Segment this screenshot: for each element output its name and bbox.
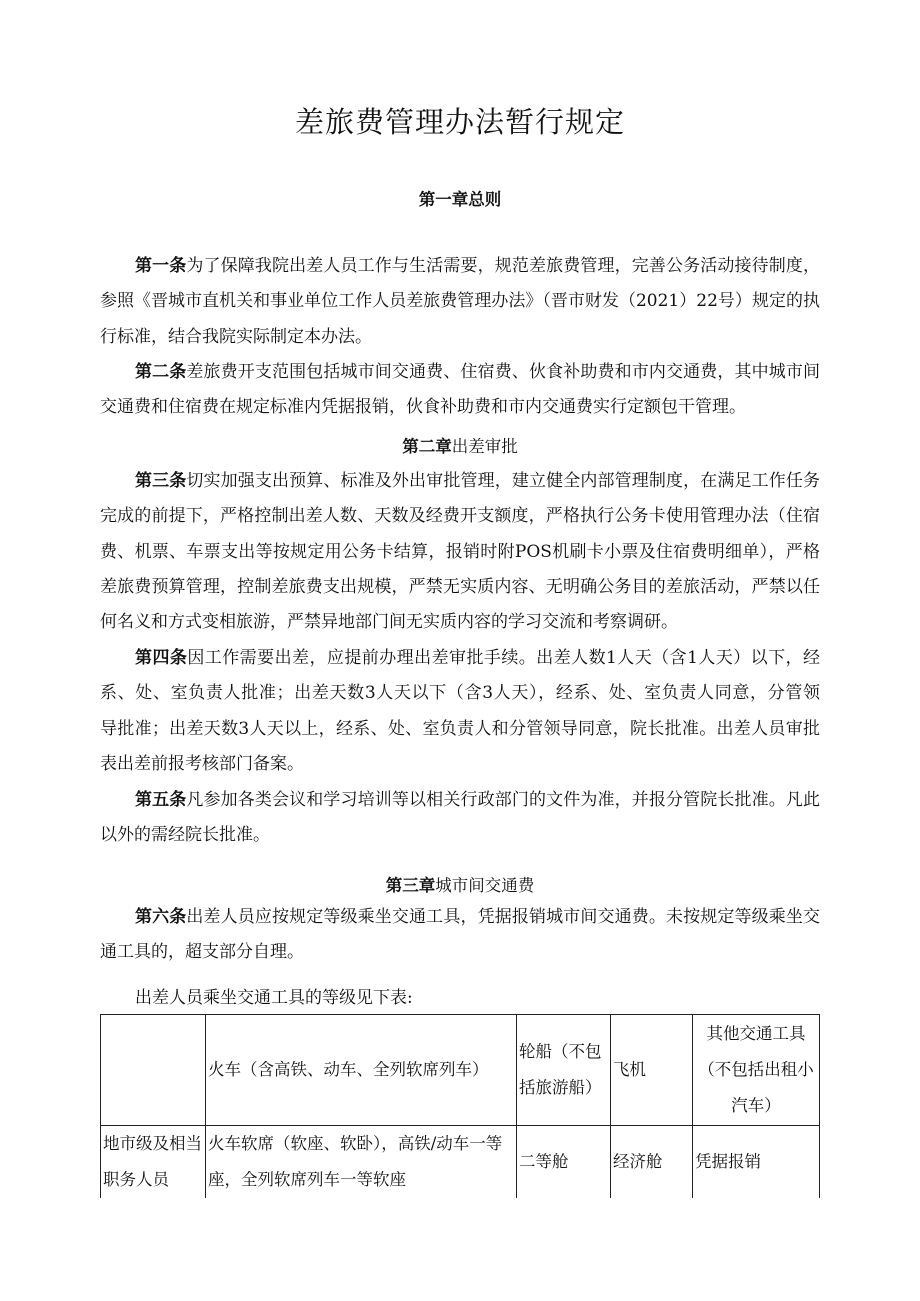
article-4 — [100, 641, 820, 782]
article-text: 切实加强支出预算、标准及外出审批管理，建立健全内部管理制度，在满足工作任务 — [186, 471, 821, 491]
article-2 — [100, 355, 820, 426]
article-line — [100, 818, 820, 853]
article-line — [100, 900, 820, 935]
article-text: 系、处、室负责人批准；出差天数3人天以下（含3人天），经系、处、室负责人同意，分管领 — [100, 683, 820, 704]
article-label: 第六条 — [135, 907, 187, 927]
header-cell: 其他交通工具（不包括出租小汽车） — [693, 1015, 820, 1126]
article-line — [100, 783, 820, 818]
article-line — [100, 712, 820, 747]
table-cell: 二等舱 — [517, 1126, 611, 1199]
chapter-name: 城市间交通费 — [435, 876, 535, 895]
table-cell: 火车软席（软座、软卧），高铁/动车一等座，全列软席列车一等软座 — [206, 1126, 517, 1199]
article-label: 第四条 — [135, 648, 188, 668]
chapter-name: 总则 — [468, 190, 502, 209]
article-line — [100, 570, 820, 605]
article-text: 表出差前报考核部门备案。 — [100, 753, 304, 774]
article-text: 行标准，结合我院实际制定本办法。 — [100, 326, 372, 347]
article-text: 费、机票、车票支出等按规定用公务卡结算，报销时附POS机刷卡小票及住宿费明细单），严格 — [100, 541, 820, 562]
table-intro: 出差人员乘坐交通工具的等级见下表: — [135, 988, 413, 1008]
article-line — [100, 747, 820, 782]
transport-class-table — [100, 1014, 820, 1198]
article-line — [100, 464, 820, 499]
chapter-label: 第三章 — [385, 876, 436, 895]
article-text: 出差人员应按规定等级乘坐交通工具，凭据报销城市间交通费。未按规定等级乘坐交 — [186, 907, 821, 927]
header-cell — [101, 1015, 206, 1126]
table-cell: 地市级及相当职务人员 — [101, 1126, 206, 1199]
table-cell: 经济舱 — [611, 1126, 693, 1199]
article-text: 凡参加各类会议和学习培训等以相关行政部门的文件为准，并报分管院长批准。凡此 — [186, 790, 821, 810]
article-text: 差旅费预算管理，控制差旅费支出规模，严禁无实质内容、无明确公务目的差旅活动，严禁以任 — [100, 576, 820, 597]
header-cell: 火车（含高铁、动车、全列软席列车） — [206, 1015, 517, 1126]
document-title: 差旅费管理办法暂行规定 — [294, 105, 625, 139]
chapter-name: 出差审批 — [451, 437, 518, 456]
article-label: 第二条 — [135, 362, 187, 382]
chapter-heading-1 — [0, 186, 920, 210]
article-line — [100, 499, 820, 534]
article-text: 交通费和住宿费在规定标准内凭据报销，伙食补助费和市内交通费实行定额包干管理。 — [100, 397, 746, 418]
article-line — [100, 935, 820, 970]
article-line — [100, 390, 820, 425]
chapter-heading-3 — [0, 872, 920, 896]
article-text: 通工具的，超支部分自理。 — [100, 942, 304, 963]
article-6 — [100, 900, 820, 971]
table-header-row — [101, 1015, 820, 1126]
article-text: 为了保障我院出差人员工作与生活需要，规范差旅费管理，完善公务活动接待制度， — [186, 256, 821, 276]
article-line — [100, 535, 820, 570]
article-text: 因工作需要出差，应提前办理出差审批手续。出差人数1人天（含1人天）以下，经 — [187, 648, 820, 668]
article-line — [100, 641, 820, 676]
chapter-label: 第二章 — [402, 437, 452, 456]
article-label: 第五条 — [135, 790, 187, 810]
table-row — [101, 1126, 820, 1199]
article-text: 以外的需经院长批准。 — [100, 825, 270, 846]
article-line — [100, 249, 820, 284]
header-cell: 飞机 — [611, 1015, 693, 1126]
table-cell: 凭据报销 — [693, 1126, 820, 1199]
article-text: 参照《晋城市直机关和事业单位工作人员差旅费管理办法》（晋市财发（2021）22号）规定的执 — [100, 291, 820, 312]
article-line — [100, 605, 820, 640]
chapter-heading-2 — [0, 433, 920, 457]
article-line — [100, 355, 820, 390]
article-line — [100, 284, 820, 319]
article-line — [100, 676, 820, 711]
article-5 — [100, 783, 820, 854]
article-label: 第一条 — [135, 256, 187, 276]
article-label: 第三条 — [135, 471, 187, 491]
article-text: 差旅费开支范围包括城市间交通费、住宿费、伙食补助费和市内交通费，其中城市间 — [186, 362, 821, 382]
article-line — [100, 320, 820, 355]
article-text: 完成的前提下，严格控制出差人数、天数及经费开支额度，严格执行公务卡使用管理办法（住宿 — [100, 506, 820, 527]
article-3 — [100, 464, 820, 640]
article-text: 导批准；出差天数3人天以上，经系、处、室负责人和分管领导同意，院长批准。出差人员审批 — [100, 718, 820, 739]
article-1 — [100, 249, 820, 355]
article-text: 何名义和方式变相旅游，严禁异地部门间无实质内容的学习交流和考察调研。 — [100, 612, 678, 633]
header-cell: 轮船（不包括旅游船） — [517, 1015, 611, 1126]
chapter-label: 第一章 — [418, 190, 469, 209]
